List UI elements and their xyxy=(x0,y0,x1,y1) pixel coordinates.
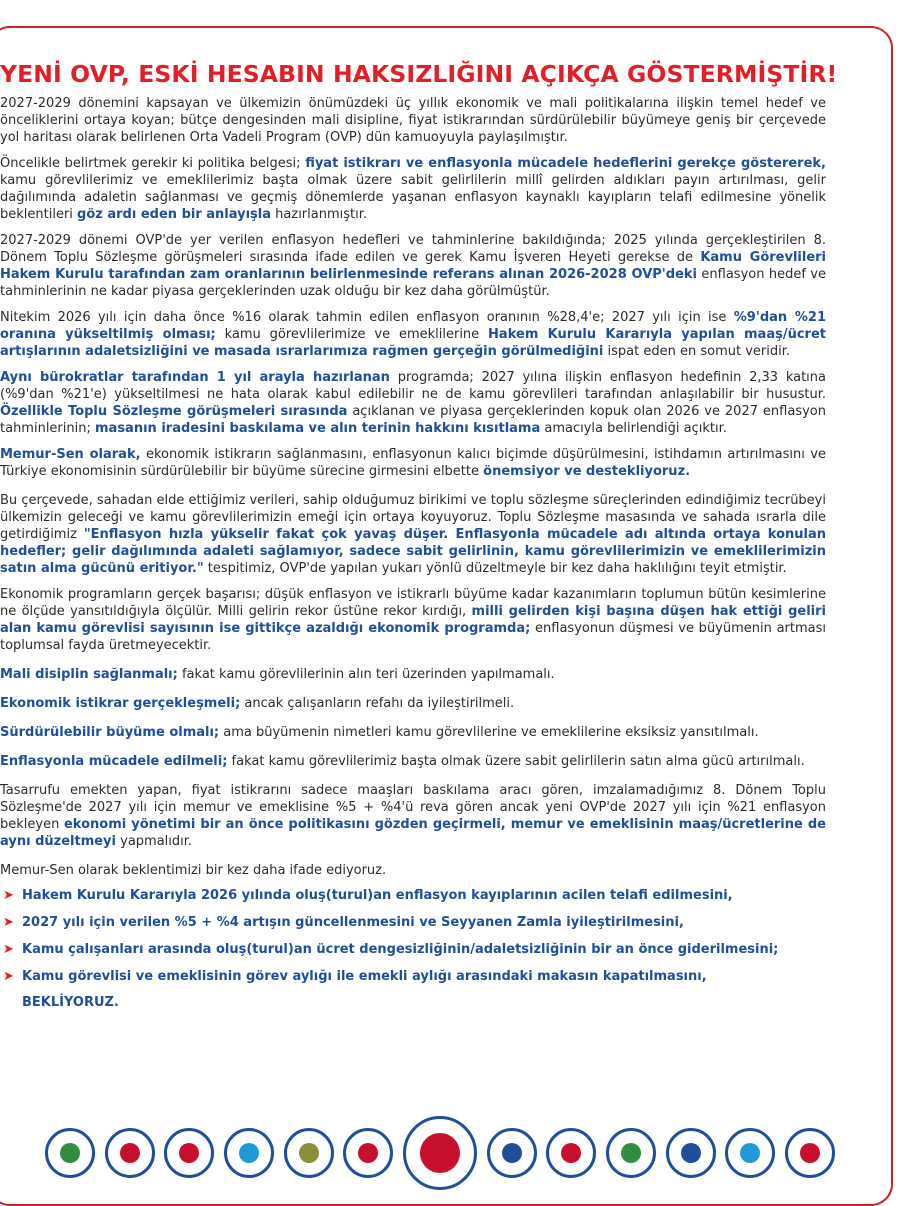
text: hazırlanmıştır. xyxy=(271,207,368,222)
closing-statement: BEKLİYORUZ. xyxy=(22,995,119,1010)
highlight: göz ardı eden bir anlayışla xyxy=(77,207,272,222)
union-logos-row xyxy=(45,1122,835,1184)
highlight: Aynı bürokratlar tarafından 1 yıl arayla hazırlanan xyxy=(0,370,390,385)
text: Nitekim 2026 yılı için daha önce %16 olarak tahmin edilen enflasyon oranının %28,4'e; 2027 yılı için ise xyxy=(0,310,734,325)
highlight: Enflasyonla mücadele edilmeli; xyxy=(0,754,228,769)
paragraph-inflation-fight xyxy=(0,753,826,770)
text: ekonomik istikrarın sağlanmasını, enflasyonun kalıcı biçimde düşürülmesini, istihdamın artırılmasını ve Türkiye ekonomisinin sürdürülebilir bir büyüme sürecine girmesini elbette xyxy=(0,447,827,479)
arrow-right-icon: ➤ xyxy=(3,888,14,903)
highlight: "Enflasyon hızla yükselir fakat çok yavaş düşer. Enflasyonla mücadele adı altında ortaya konulan hedefler; gelir dağılımında adaleti sağlamıyor, sadece sabit gelirlinin, kamu görevlilerimizin ve emeklilerimizin satın alma gücünü eritiyor." xyxy=(0,527,826,576)
text: enflasyonun düşmesi ve büyümenin artması toplumsal fayda üretmeyecektir. xyxy=(0,621,826,653)
paragraph-economic-programs xyxy=(0,586,826,654)
highlight: önemsiyor ve destekliyoruz. xyxy=(483,464,691,479)
highlight: Hakem Kurulu Kararıyla yapılan maaş/ücret artışlarının adaletsizliğini ve masada ısrarlarımıza rağmen gerçeğin görülmediğini xyxy=(0,327,826,359)
highlight: Kamu Görevlileri Hakem Kurulu tarafından zam oranlarının belirlenmesinde referans alınan 2026-2028 OVP'deki xyxy=(0,250,826,282)
text: ancak çalışanların refahı da iyileştirilmeli. xyxy=(240,696,515,711)
union-seal-icon xyxy=(105,1128,155,1178)
article-body xyxy=(0,95,826,1011)
text: yapmalıdır. xyxy=(116,834,193,849)
union-seal-icon xyxy=(284,1128,334,1178)
arrow-right-icon: ➤ xyxy=(3,942,14,957)
list-item-text: Kamu çalışanları arasında oluş(turul)an ücret dengesizliğinin/adaletsizliğinin bir an önce giderilmesini; xyxy=(22,942,779,957)
paragraph-field-data xyxy=(0,492,826,577)
text: Tasarrufu emekten yapan, fiyat istikrarını sadece maaşları baskılama aracı gören, imzalamadığımız 8. Dönem Toplu Sözleşme'de 2027 yılı için memur ve emeklisine %5 + %4'ü reva gören ancak yeni OVP'de 2027 yılı için %21 enflasyon bekleyen xyxy=(0,783,826,832)
union-seal-icon xyxy=(45,1128,95,1178)
text: Bu çerçevede, sahadan elde ettiğimiz verileri, sahip olduğumuz birikimi ve toplu sözleşme süreçlerinden edindiğimiz tecrübeyi ülkemizin geleceği ve kamu görevlilerimizin emeği için ortaya koyuyoruz. Toplu Sözleşme masasında ve sahada ısrarla dile getirdiğimiz xyxy=(0,493,826,542)
highlight: milli gelirden kişi başına düşen hak ettiği geliri alan kamu görevlisi sayısının ise gittikçe azaldığı ekonomik programda; xyxy=(0,604,826,636)
paragraph-ovp-targets xyxy=(0,232,826,300)
page-title: YENİ OVP, ESKİ HESABIN HAKSIZLIĞINI AÇIKÇA GÖSTERMİŞTİR! xyxy=(0,60,838,88)
paragraph-policy xyxy=(0,155,826,223)
list-item xyxy=(0,915,826,931)
text: fakat kamu görevlilerimiz başta olmak üzere sabit gelirlilerin satın alma gücü artırılmalı. xyxy=(227,754,805,769)
union-seal-icon xyxy=(224,1128,274,1178)
union-seal-icon xyxy=(666,1128,716,1178)
highlight: Memur-Sen olarak, xyxy=(0,447,141,462)
text: kamu görevlilerimize ve emeklilerine xyxy=(215,327,489,342)
highlight: masanın iradesini baskılama ve alın terinin hakkını kısıtlama xyxy=(95,421,541,436)
paragraph-memur-sen xyxy=(0,446,826,480)
text: tespitimiz, OVP'de yapılan yukarı yönlü düzeltmeyle bir kez daha haklılığını teyit etmiştir. xyxy=(203,561,787,576)
list-item-text: Kamu görevlisi ve emeklisinin görev aylığı ile emekli aylığı arasındaki makasın kapatılmasını, xyxy=(22,969,707,984)
union-seal-icon xyxy=(546,1128,596,1178)
memur-sen-seal-icon xyxy=(403,1116,477,1190)
paragraph-inflation-rates xyxy=(0,309,826,360)
list-item-text: Hakem Kurulu Kararıyla 2026 yılında oluş(turul)an enflasyon kayıplarının acilen telafi edilmesini, xyxy=(22,888,733,903)
text: açıklanan ve piyasa gerçeklerinden kopuk olan 2026 ve 2027 enflasyon tahminlerinin; xyxy=(0,404,826,436)
paragraph-expectation: Memur-Sen olarak beklentimizi bir kez daha ifade ediyoruz. xyxy=(0,863,387,878)
list-item xyxy=(0,888,826,904)
highlight: Ekonomik istikrar gerçekleşmeli; xyxy=(0,696,241,711)
text: programda; 2027 yılına ilişkin enflasyon hedefinin 2,33 katına (%9'dan %21'e) yükseltilmesi ne hata olarak kabul edilebilir ne de kamu görevlileri tarafından anlaşılabilir bir husustur. xyxy=(0,370,826,402)
text: amacıyla belirlendiği açıktır. xyxy=(540,421,727,436)
list-item xyxy=(0,969,826,985)
text: Ekonomik programların gerçek başarısı; düşük enflasyon ve istikrarlı büyüme kadar kazanımların toplumun bütün kesimlerine ne ölçüde yansıtıldığıyla ölçülür. Milli gelirin rekor üstüne rekor kırdığı, xyxy=(0,587,826,619)
union-seal-icon xyxy=(487,1128,537,1178)
union-seal-icon xyxy=(725,1128,775,1178)
highlight: Özellikle Toplu Sözleşme görüşmeleri sırasında xyxy=(0,404,348,419)
text: kamu görevlilerimiz ve emeklilerimiz başta olmak üzere sabit gelirlilerin millî gelirden aldıkları payın artırılması, gelir dağılımında adaletin sağlanması ve geçmiş dönemlerde yaşanan enflasyon kaynaklı kayıpların telafi edilmesine yönelik beklentileri xyxy=(0,173,826,222)
paragraph-sustainable-growth xyxy=(0,724,826,741)
highlight: Sürdürülebilir büyüme olmalı; xyxy=(0,725,220,740)
union-seal-icon xyxy=(785,1128,835,1178)
list-item-text: 2027 yılı için verilen %5 + %4 artışın güncellenmesini ve Seyyanen Zamla iyileştirilmesini, xyxy=(22,915,684,930)
union-seal-icon xyxy=(343,1128,393,1178)
highlight: ekonomi yönetimi bir an önce politikasını gözden geçirmeli, memur ve emeklisinin maaş/ücretlerine de aynı düzeltmeyi xyxy=(0,817,826,849)
paragraph-savings xyxy=(0,782,826,850)
text: enflasyon hedef ve tahminlerinin ne kadar piyasa gerçeklerinden uzak olduğu bir kez daha görülmüştür. xyxy=(0,267,826,299)
text: ispat eden en somut veridir. xyxy=(603,344,790,359)
paragraph-intro: 2027-2029 dönemini kapsayan ve ülkemizin önümüzdeki üç yıllık ekonomik ve mali politikalarına ilişkin temel hedef ve önceliklerini ortaya koyan; bütçe dengesinden mali disipline, fiyat istikrarından sürdürülebilir büyümeye geniş bir çerçevede yol haritası olarak belirlenen Orta Vadeli Program (OVP) dün kamuoyuyla paylaşılmıştır. xyxy=(0,96,826,145)
text: ama büyümenin nimetleri kamu görevlilerine ve emeklilerine eksiksiz yansıtılmalı. xyxy=(219,725,759,740)
list-item xyxy=(0,942,826,958)
paragraph-bureaucrats xyxy=(0,369,826,437)
text: Öncelikle belirtmek gerekir ki politika belgesi; xyxy=(0,156,306,171)
arrow-right-icon: ➤ xyxy=(3,969,14,984)
highlight: fiyat istikrarı ve enflasyonla mücadele hedeflerini gerekçe göstererek, xyxy=(305,156,826,171)
union-seal-icon xyxy=(606,1128,656,1178)
highlight: Mali disiplin sağlanmalı; xyxy=(0,667,178,682)
arrow-right-icon: ➤ xyxy=(3,915,14,930)
demands-list xyxy=(0,888,826,985)
highlight: %9'dan %21 oranına yükseltilmiş olması; xyxy=(0,310,826,342)
paragraph-fiscal-discipline xyxy=(0,666,826,683)
paragraph-economic-stability xyxy=(0,695,826,712)
text: 2027-2029 dönemi OVP'de yer verilen enflasyon hedefleri ve tahminlerine bakıldığında; 2025 yılında gerçekleştirilen 8. Dönem Toplu Sözleşme görüşmeleri sırasında ifade edilen ve gerek Kamu İşveren Heyeti gerekse de xyxy=(0,233,826,265)
union-seal-icon xyxy=(164,1128,214,1178)
text: fakat kamu görevlilerinin alın teri üzerinden yapılmamalı. xyxy=(177,667,555,682)
